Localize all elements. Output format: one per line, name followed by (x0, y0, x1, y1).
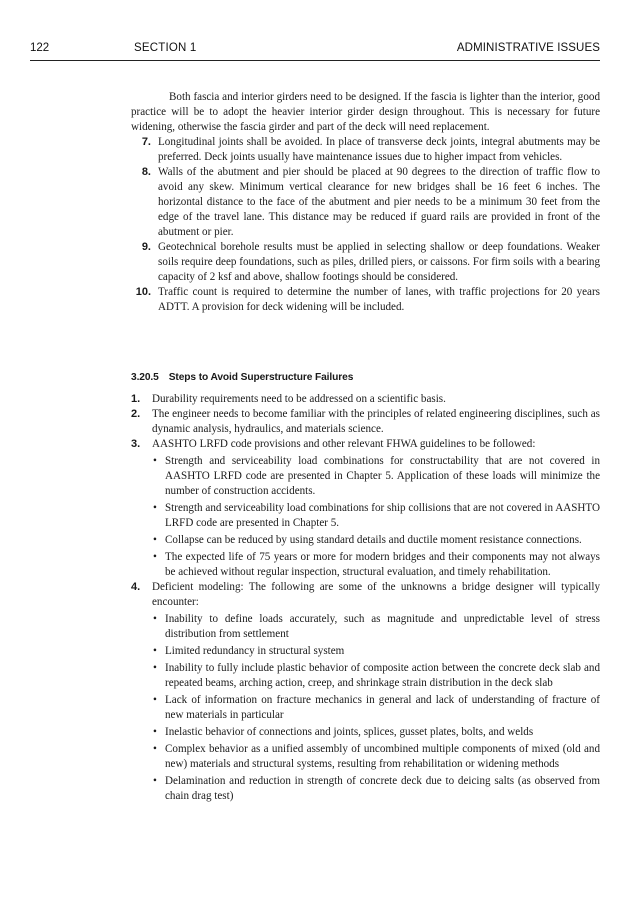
chapter-title: ADMINISTRATIVE ISSUES (456, 42, 600, 54)
bullet-item: • Limited redundancy in structural system (153, 645, 345, 657)
bullet-list (152, 612, 600, 804)
item-number: 8. (141, 166, 151, 178)
bullet-item: • Collapse can be reduced by using standard details and ductile moment resistance connections. (153, 534, 582, 546)
item-text: Traffic count is required to determine the number of lanes, with traffic projections for 20 years ADTT. A provision for deck widening will be included. (158, 286, 600, 313)
bullet-glyph: • (153, 613, 157, 625)
item-number: 10. (135, 286, 151, 298)
item-number: 9. (141, 241, 151, 253)
bullet-item: • Strength and serviceability load combinations for ship collisions that are not covered in AASHTO LRFD code are presented in Chapter 5. (153, 502, 600, 529)
bullet-item: • Lack of information on fracture mechanics in general and lack of understanding of fracture of new materials in particular (153, 694, 600, 721)
bullet-glyph: • (153, 551, 157, 563)
bullet-item: • The expected life of 75 years or more for modern bridges and their components may not always be achieved without regular inspection, structural evaluation, and timely rehabilitation. (153, 551, 600, 578)
numbered-item-7 (131, 135, 600, 165)
step-number: 2. (131, 408, 141, 420)
bullet-glyph: • (153, 726, 157, 738)
step-number: 3. (131, 438, 141, 450)
item-text: Longitudinal joints shall be avoided. In place of transverse deck joints, integral abutments may be preferred. Deck joints usually have maintenance issues due to higher impact from vehicles. (158, 136, 600, 163)
step-item-1 (131, 392, 600, 407)
bullet-glyph: • (153, 743, 157, 755)
numbered-item-9 (131, 240, 600, 285)
section-title: Steps to Avoid Superstructure Failures (168, 372, 354, 383)
item-text: Walls of the abutment and pier should be placed at 90 degrees to the direction of traffic flow to avoid any skew. Minimum vertical clearance for new bridges shall be 16 feet 6 inches. The horizontal distance to the face of the abutment and pier needs to be a minimum 30 feet from the edge of the travel lane. This distance may be reduced if guard rails are provided in front of the abutment or pier. (158, 166, 600, 238)
bullet-item: • Inability to fully include plastic behavior of composite action between the concrete deck slab and repeated beams, arching action, creep, and shrinkage strain distribution in the deck slab (153, 662, 600, 689)
bullet-glyph: • (153, 775, 157, 787)
bullet-glyph: • (153, 534, 157, 546)
bullet-item: • Strength and serviceability load combinations for constructability that are not covered in AASHTO LRFD code are presented in Chapter 5. Application of these loads will minimize the number of construction accidents. (153, 455, 600, 497)
numbered-item-10 (131, 285, 600, 315)
bullet-item: • Delamination and reduction in strength of concrete deck due to deicing salts (as observed from chain drag test) (153, 775, 600, 802)
step-item-2 (131, 407, 600, 437)
bullet-item: • Inelastic behavior of connections and joints, splices, gusset plates, bolts, and welds (153, 726, 534, 738)
bullet-glyph: • (153, 502, 157, 514)
bullet-list (152, 454, 600, 580)
bullet-glyph: • (153, 662, 157, 674)
bullet-item: • Inability to define loads accurately, such as magnitude and unpredictable level of stress distribution from settlement (153, 613, 600, 640)
running-header (30, 42, 600, 58)
numbered-item-8 (131, 165, 600, 240)
superstructure-section (131, 360, 600, 804)
header-rule (30, 60, 600, 61)
bullet-item: • Complex behavior as a unified assembly of uncombined multiple components of mixed (old and new) materials and structural systems, resulting from rehabilitation or widening methods (153, 743, 600, 770)
step-number: 4. (131, 581, 141, 593)
section-label: SECTION 1 (134, 42, 197, 54)
step-item-4 (131, 580, 600, 804)
page-number: 122 (30, 42, 50, 54)
page-body (131, 90, 600, 315)
section-heading (131, 370, 600, 385)
intro-paragraph: Both fascia and interior girders need to be designed. If the fascia is lighter than the interior, good practice will be to adopt the heavier interior girder design throughout. This is necessary for future widening, otherwise the fascia girder and part of the deck will need replacement. (131, 91, 600, 133)
bullet-glyph: • (153, 694, 157, 706)
item-number: 7. (141, 136, 151, 148)
step-text: The engineer needs to become familiar with the principles of related engineering disciplines, such as dynamic analysis, hydraulics, and materials science. (152, 408, 600, 435)
bullet-glyph: • (153, 645, 157, 657)
step-text: Deficient modeling: The following are some of the unknowns a bridge designer will typically encounter: (152, 581, 600, 608)
step-text: AASHTO LRFD code provisions and other relevant FHWA guidelines to be followed: (152, 438, 536, 450)
step-number: 1. (131, 393, 141, 405)
step-item-3 (131, 437, 600, 580)
item-text: Geotechnical borehole results must be applied in selecting shallow or deep foundations. Weaker soils require deep foundations, such as piles, drilled piers, or caissons. For firm soils with a bearing capacity of 2 ksf and above, shallow footings should be considered. (158, 241, 600, 283)
bullet-glyph: • (153, 455, 157, 467)
step-text: Durability requirements need to be addressed on a scientific basis. (152, 393, 446, 405)
section-number: 3.20.5 (131, 372, 159, 383)
